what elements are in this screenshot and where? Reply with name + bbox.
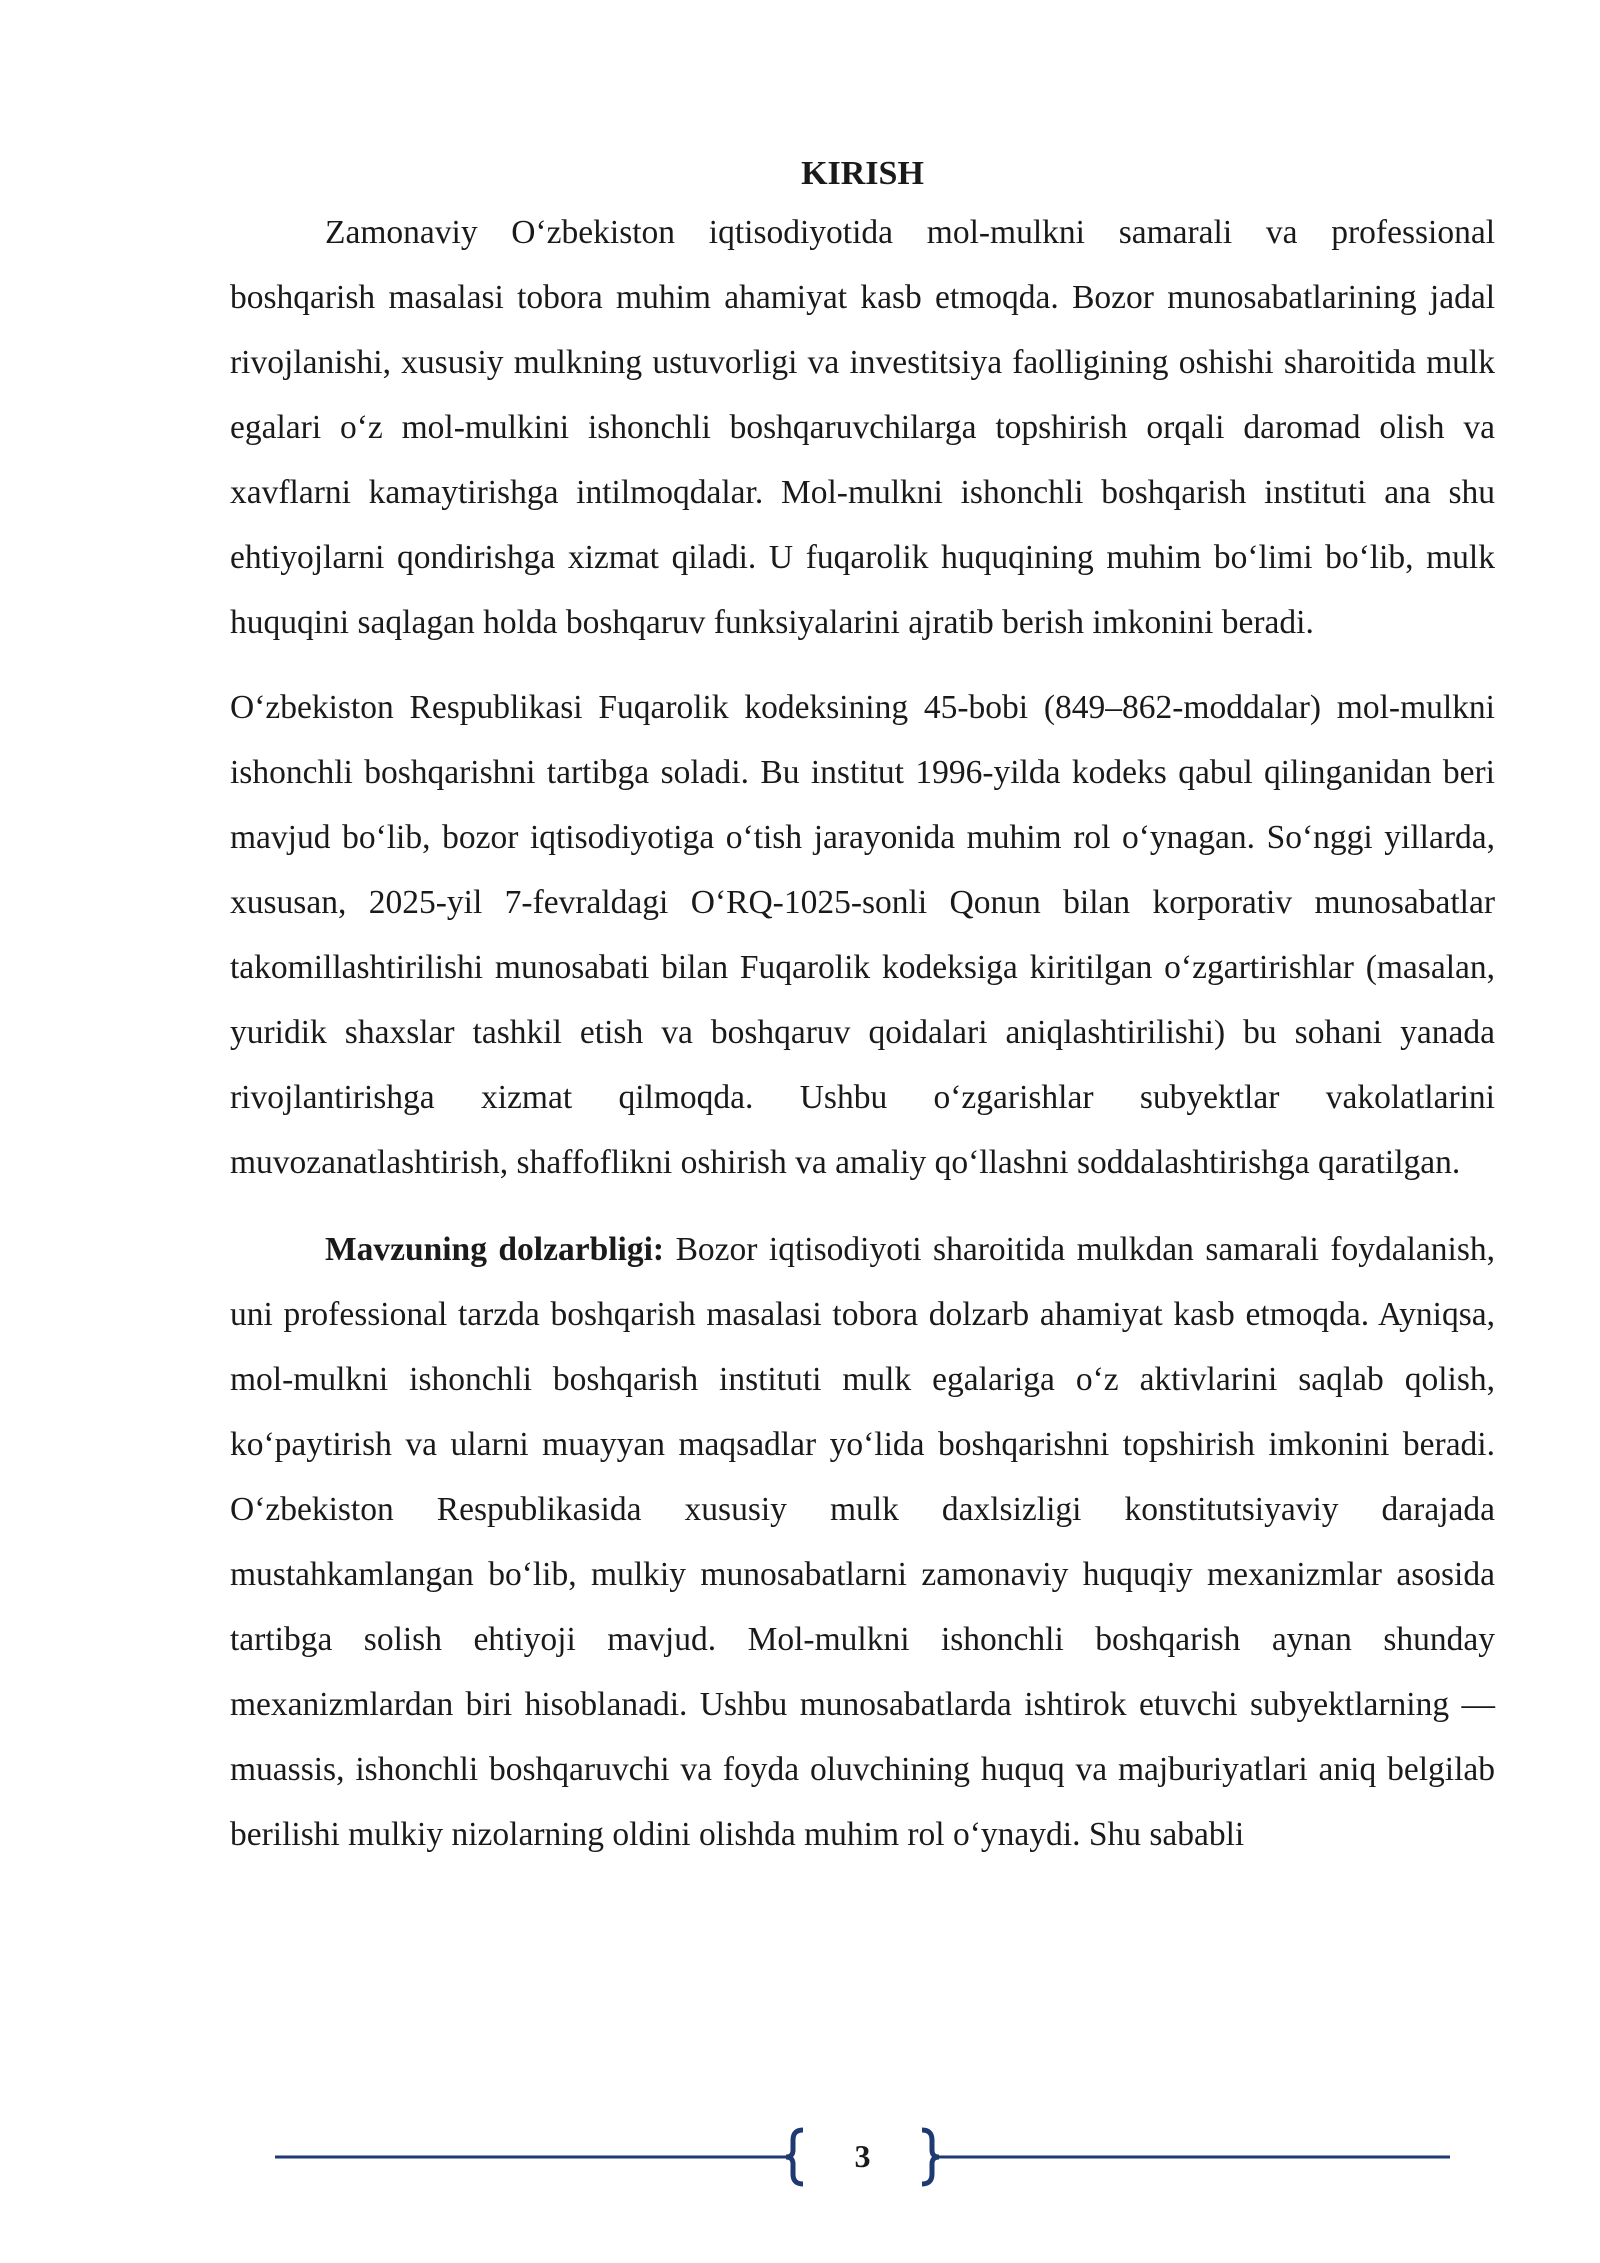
page-footer <box>275 2122 1450 2192</box>
paragraph-intro: Zamonaviy O‘zbekiston iqtisodiyotida mol-mulkni samarali va professional boshqarish masalasi tobora muhim ahamiyat kasb etmoqda. Bozor munosabatlarining jadal rivojlanishi, xususiy mulkning ustuvorligi va investitsiya faolligining oshishi sharoitida mulk egalari o‘z mol-mulkini ishonchli boshqaruvchilarga topshirish orqali daromad olish va xavflarni kamaytirishga intilmoqdalar. Mol-mulkni ishonchli boshqarish instituti ana shu ehtiyojlarni qondirishga xizmat qiladi. U fuqarolik huquqining muhim bo‘limi bo‘lib, mulk huquqini saqlagan holda boshqaruv funksiyalarini ajratib berish imkonini beradi. <box>230 214 1495 641</box>
paragraph-legal-basis: O‘zbekiston Respublikasi Fuqarolik kodeksining 45-bobi (849–862-moddalar) mol-mulkni ishonchli boshqarishni tartibga soladi. Bu institut 1996-yilda kodeks qabul qilinganidan beri mavjud bo‘lib, bozor iqtisodiyotiga o‘tish jarayonida muhim rol o‘ynagan. So‘nggi yillarda, xususan, 2025-yil 7-fevraldagi O‘RQ-1025-sonli Qonun bilan korporativ munosabatlar takomillashtirilishi munosabati bilan Fuqarolik kodeksiga kiritilgan o‘zgartirishlar (masalan, yuridik shaxslar tashkil etish va boshqaruv qoidalari aniqlashtirilishi) bu sohani yanada rivojlantirishga xizmat qilmoqda. Ushbu o‘zgarishlar subyektlar vakolatlarini muvozanatlashtirish, shaffoflikni oshirish va amaliy qo‘llashni soddalashtirishga qaratilgan. <box>230 689 1495 1181</box>
page-title: KIRISH <box>801 155 924 192</box>
paragraph-relevance <box>230 1217 1495 1867</box>
document-body <box>230 148 1495 1867</box>
page-number: 3 <box>854 2138 871 2174</box>
relevance-text: Bozor iqtisodiyoti sharoitida mulkdan samarali foydalanish, uni professional tarzda boshqarish masalasi tobora dolzarb ahamiyat kasb etmoqda. Ayniqsa, mol-mulkni ishonchli boshqarish instituti mulk egalariga o‘z aktivlarini saqlab qolish, ko‘paytirish va ularni muayyan maqsadlar yo‘lida boshqarishni topshirish imkonini beradi. O‘zbekiston Respublikasida xususiy mulk daxlsizligi konstitutsiyaviy darajada mustahkamlangan bo‘lib, mulkiy munosabatlarni zamonaviy huquqiy mexanizmlar asosida tartibga solish ehtiyoji mavjud. Mol-mulkni ishonchli boshqarish aynan shunday mexanizmlardan biri hisoblanadi. Ushbu munosabatlarda ishtirok etuvchi subyektlarning — muassis, ishonchli boshqaruvchi va foyda oluvchining huquq va majburiyatlari aniq belgilab berilishi mulkiy nizolarning oldini olishda muhim rol o‘ynaydi. Shu sababli <box>230 1231 1496 1853</box>
relevance-heading: Mavzuning dolzarbligi: <box>325 1231 665 1268</box>
